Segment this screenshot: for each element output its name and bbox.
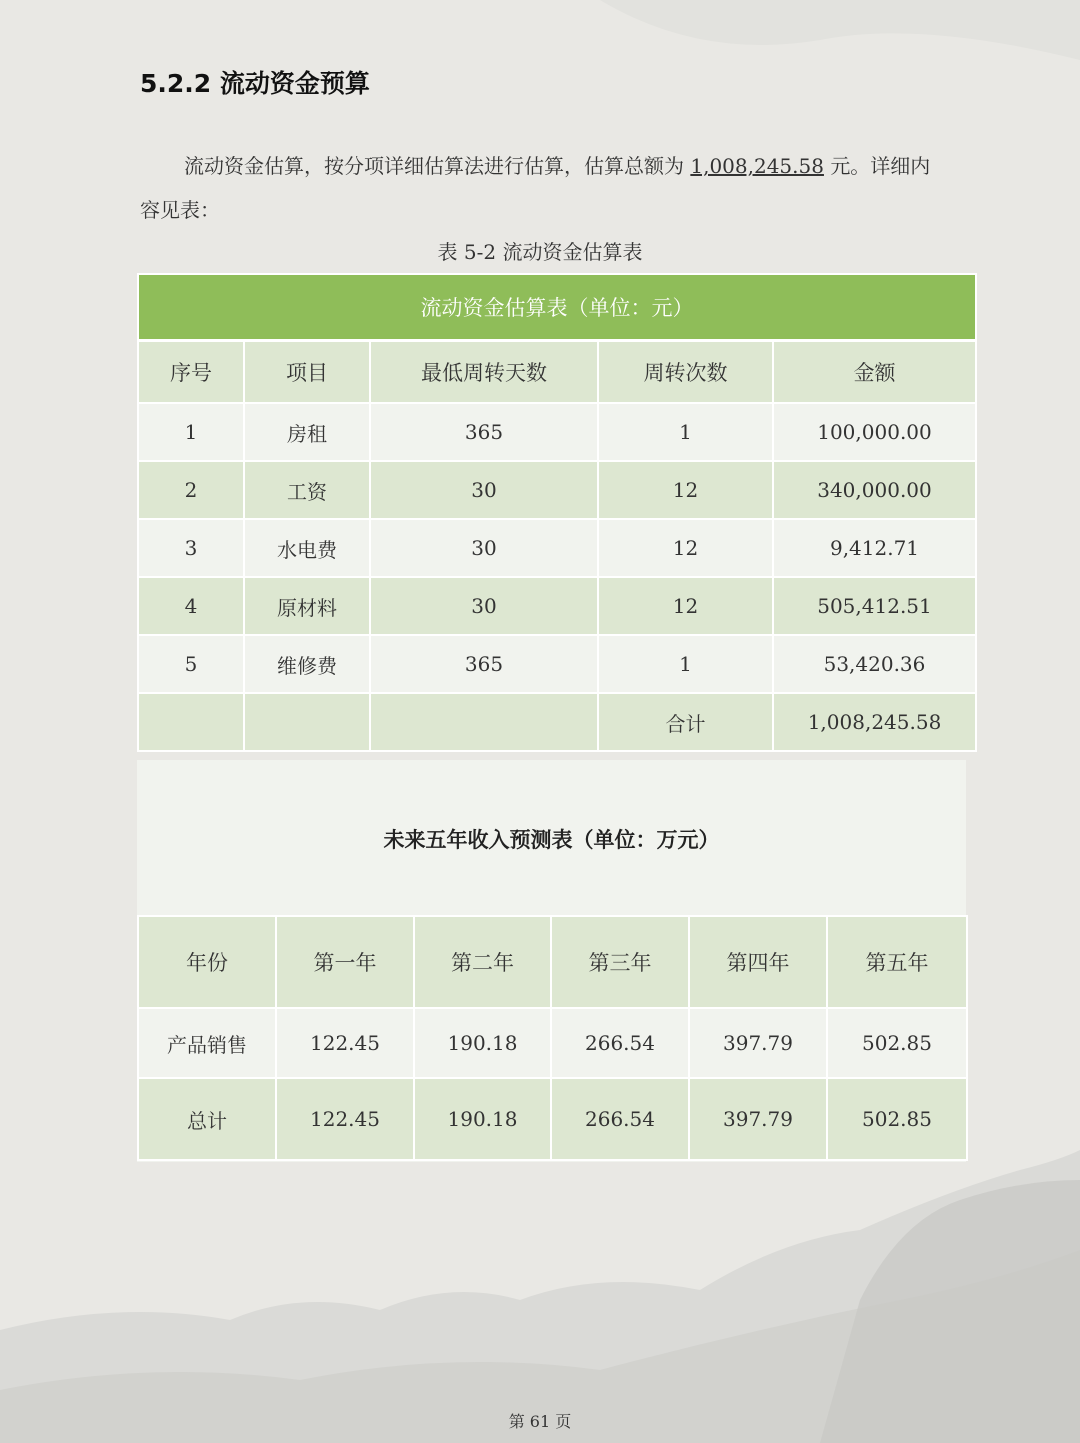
table-cell: 水电费	[244, 519, 370, 577]
table-cell: 266.54	[551, 1078, 689, 1160]
table-cell: 总计	[138, 1078, 276, 1160]
table-cell: 100,000.00	[773, 403, 976, 461]
intro-paragraph	[140, 144, 940, 232]
table-cell: 3	[138, 519, 244, 577]
table-cell: 维修费	[244, 635, 370, 693]
table-cell: 30	[370, 577, 598, 635]
table-cell: 原材料	[244, 577, 370, 635]
total-value: 1,008,245.58	[773, 693, 976, 751]
table2-header-cell: 第四年	[689, 916, 827, 1008]
table-cell: 397.79	[689, 1008, 827, 1078]
table-cell: 9,412.71	[773, 519, 976, 577]
table1-header-cell: 序号	[138, 341, 244, 404]
table1-header-row	[138, 341, 976, 404]
table-cell: 30	[370, 461, 598, 519]
working-capital-table	[137, 273, 977, 752]
table2-header-cell: 年份	[138, 916, 276, 1008]
table-cell-empty	[370, 693, 598, 751]
table1-title-row	[138, 274, 976, 341]
table1-header-cell: 金额	[773, 341, 976, 404]
table-cell: 502.85	[827, 1008, 967, 1078]
table1-caption: 表 5-2 流动资金估算表	[437, 240, 643, 264]
paragraph-text-before: 流动资金估算，按分项详细估算法进行估算，估算总额为	[184, 154, 684, 178]
table1-total-row	[138, 693, 976, 751]
table-cell: 1	[598, 635, 773, 693]
table-row	[138, 577, 976, 635]
table2-header-cell: 第一年	[276, 916, 414, 1008]
table-row	[138, 635, 976, 693]
table-cell: 房租	[244, 403, 370, 461]
table-cell: 5	[138, 635, 244, 693]
table-cell: 365	[370, 635, 598, 693]
table2-header-row	[138, 916, 967, 1008]
table-cell: 266.54	[551, 1008, 689, 1078]
table2-header-cell: 第五年	[827, 916, 967, 1008]
table1-title: 流动资金估算表（单位：元）	[138, 274, 976, 341]
table-row	[138, 519, 976, 577]
total-label: 合计	[598, 693, 773, 751]
table1-header-cell: 最低周转天数	[370, 341, 598, 404]
table-row	[138, 1078, 967, 1160]
section-heading: 5.2.2 流动资金预算	[140, 69, 370, 98]
table2-title: 未来五年收入预测表（单位：万元）	[383, 827, 720, 852]
table-cell: 工资	[244, 461, 370, 519]
table-cell: 190.18	[414, 1008, 551, 1078]
table-cell-empty	[138, 693, 244, 751]
table-cell: 1	[598, 403, 773, 461]
table-row	[138, 403, 976, 461]
table-cell: 1	[138, 403, 244, 461]
table1-header-cell: 周转次数	[598, 341, 773, 404]
revenue-forecast-table	[137, 915, 968, 1161]
table-row	[138, 1008, 967, 1078]
table-cell: 产品销售	[138, 1008, 276, 1078]
paragraph-text-after: 元。详细内容见表：	[140, 154, 931, 222]
table-cell: 53,420.36	[773, 635, 976, 693]
table-cell: 340,000.00	[773, 461, 976, 519]
table-cell: 12	[598, 577, 773, 635]
table-cell: 502.85	[827, 1078, 967, 1160]
table2-header-cell: 第三年	[551, 916, 689, 1008]
table-cell: 30	[370, 519, 598, 577]
table-cell: 365	[370, 403, 598, 461]
paragraph-amount: 1,008,245.58	[690, 154, 824, 178]
table-cell: 122.45	[276, 1078, 414, 1160]
table-cell: 397.79	[689, 1078, 827, 1160]
table2-header-cell: 第二年	[414, 916, 551, 1008]
table-cell-empty	[244, 693, 370, 751]
table-cell: 4	[138, 577, 244, 635]
page-number: 第 61 页	[508, 1412, 572, 1431]
table-cell: 122.45	[276, 1008, 414, 1078]
table-cell: 12	[598, 519, 773, 577]
table-cell: 2	[138, 461, 244, 519]
table-cell: 12	[598, 461, 773, 519]
table-cell: 190.18	[414, 1078, 551, 1160]
table-row	[138, 461, 976, 519]
table-cell: 505,412.51	[773, 577, 976, 635]
revenue-forecast-block	[137, 760, 966, 1162]
table1-header-cell: 项目	[244, 341, 370, 404]
